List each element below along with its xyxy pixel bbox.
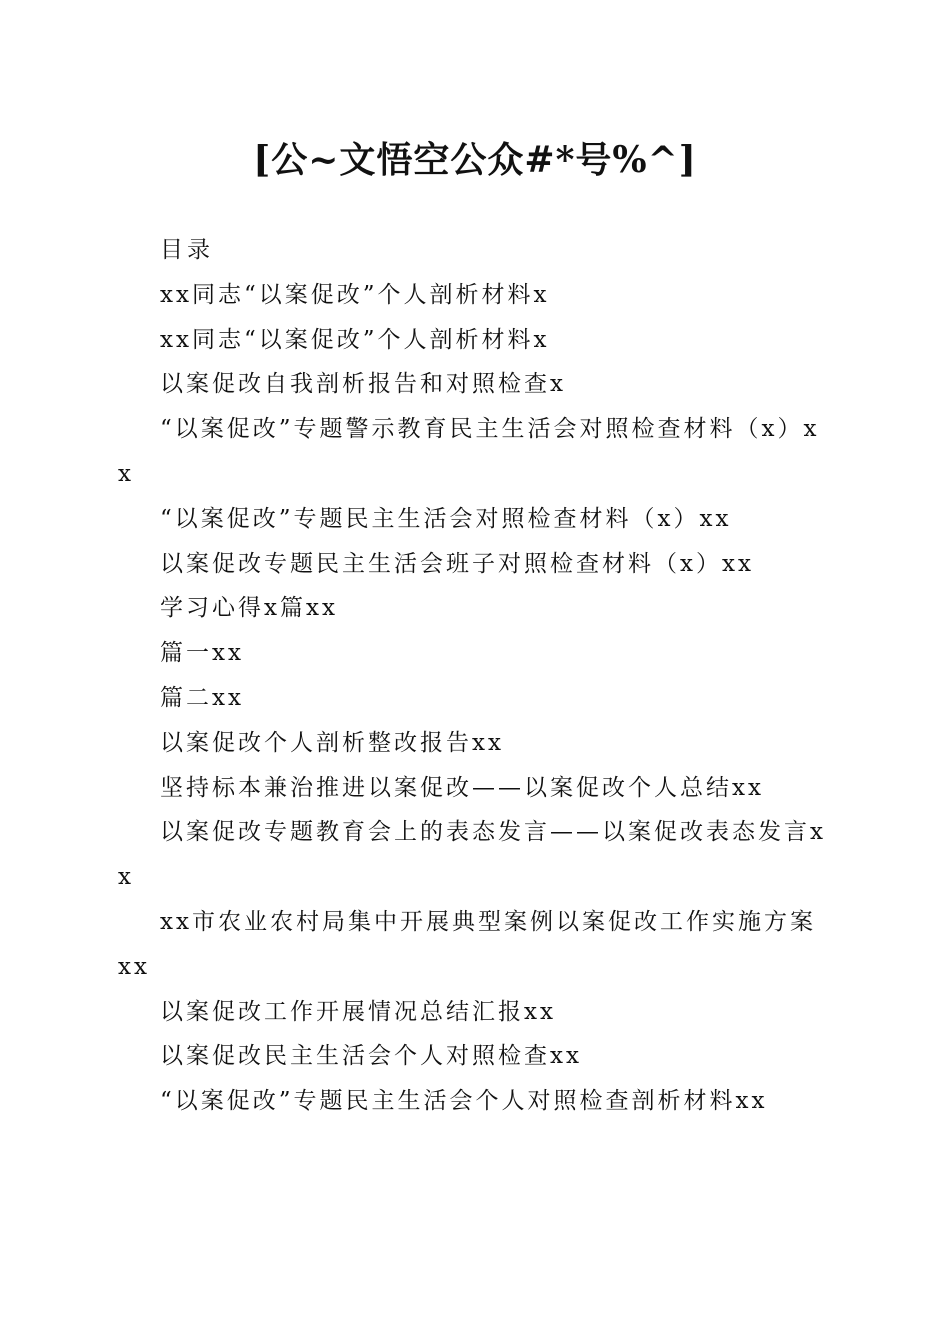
toc-entry: xx同志“以案促改”个人剖析材料x — [160, 281, 550, 308]
toc-entry: xx同志“以案促改”个人剖析材料x — [160, 326, 550, 353]
toc-entry: 篇二xx — [160, 684, 244, 711]
toc-entry: “以案促改”专题警示教育民主生活会对照检查材料（x）xx — [118, 416, 820, 487]
toc-entry: 以案促改专题民主生活会班子对照检查材料（x）xx — [160, 550, 754, 577]
table-of-contents — [118, 228, 830, 1124]
toc-entry: 学习心得x篇xx — [160, 595, 338, 622]
toc-entry: 以案促改自我剖析报告和对照检查x — [160, 371, 566, 398]
toc-entry: 以案促改专题教育会上的表态发言——以案促改表态发言xx — [118, 819, 826, 891]
toc-entry: 以案促改民主生活会个人对照检查xx — [160, 1043, 582, 1070]
toc-entry: 坚持标本兼治推进以案促改——以案促改个人总结xx — [160, 774, 764, 801]
toc-entry: “以案促改”专题民主生活会个人对照检查剖析材料xx — [160, 1088, 768, 1115]
toc-entry: 以案促改个人剖析整改报告xx — [160, 729, 504, 756]
toc-heading: 目录 — [160, 237, 214, 263]
toc-entry: “以案促改”专题民主生活会对照检查材料（x）xx — [160, 505, 732, 532]
toc-entry: 篇一xx — [160, 640, 244, 667]
document-title: [公~文悟空公众#*号%^] — [253, 139, 697, 181]
toc-entry: xx市农业农村局集中开展典型案例以案促改工作实施方案xx — [118, 908, 816, 980]
toc-entry: 以案促改工作开展情况总结汇报xx — [160, 998, 556, 1025]
